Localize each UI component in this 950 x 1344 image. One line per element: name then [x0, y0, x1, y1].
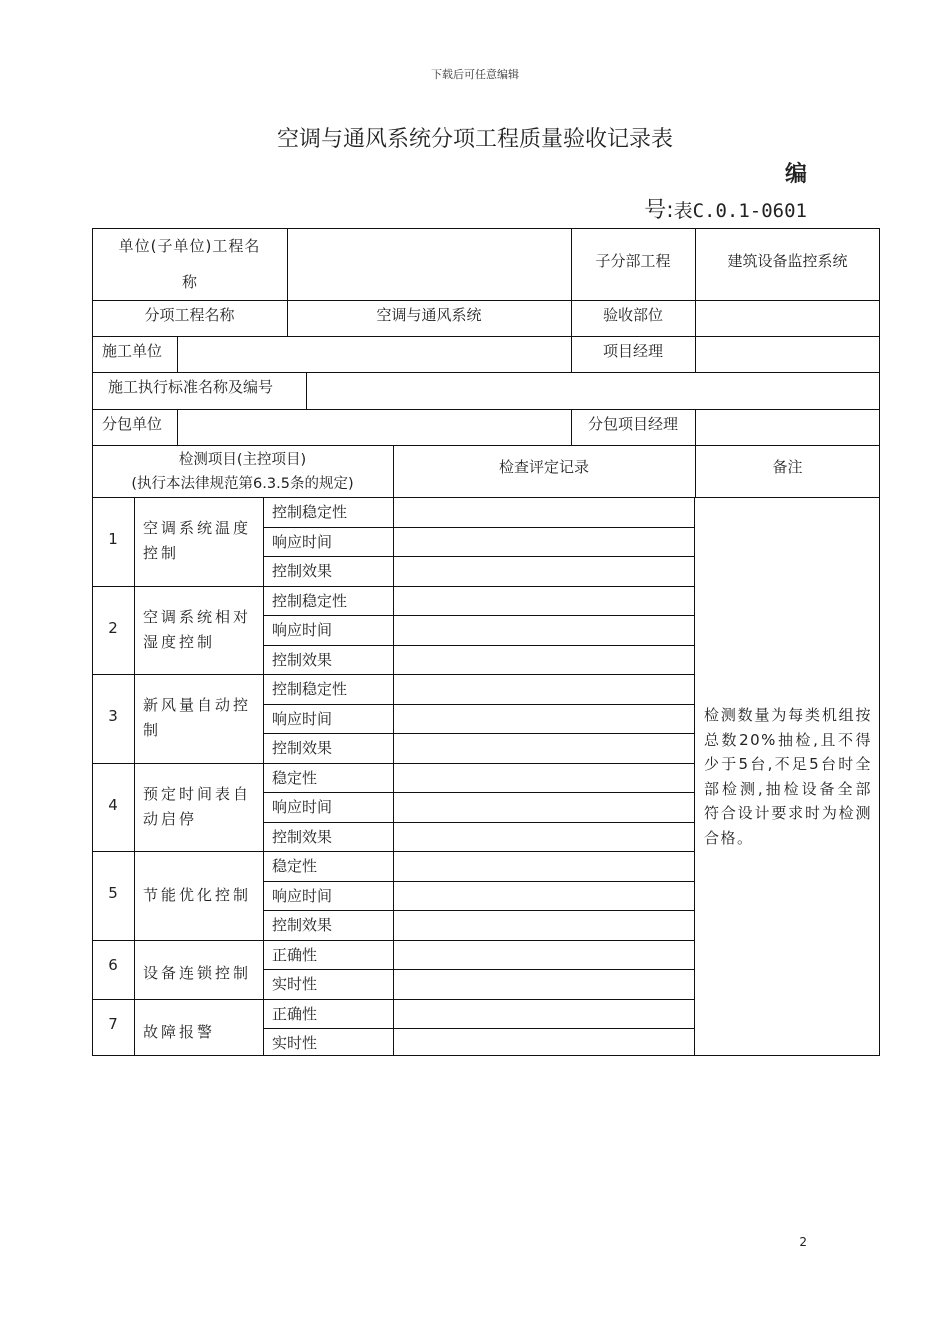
- record-header: 检查评定记录: [498, 457, 589, 476]
- record-cell[interactable]: [394, 970, 694, 999]
- sub-item-label: 正确性: [272, 945, 318, 964]
- sub-item-label: 实时性: [272, 1034, 318, 1053]
- sub-item-label: 控制效果: [272, 739, 333, 758]
- standard-label: 施工执行标准名称及编号: [108, 377, 274, 396]
- record-cell[interactable]: [394, 557, 694, 586]
- record-cell[interactable]: [394, 1029, 694, 1058]
- item-name: 故障报警: [143, 1022, 216, 1041]
- item-name: 预定时间表自动启停: [143, 784, 252, 828]
- record-cell[interactable]: [394, 823, 694, 852]
- record-cell[interactable]: [394, 528, 694, 557]
- item-name: 空调系统温度控制: [143, 519, 252, 563]
- sub-item-label: 实时性: [272, 975, 318, 994]
- item-name: 新风量自动控制: [143, 696, 252, 740]
- sub-item-label: 响应时间: [272, 621, 333, 640]
- item-number: 4: [108, 795, 118, 814]
- sub-item-label: 控制稳定性: [272, 680, 348, 699]
- sub-item-label: 响应时间: [272, 798, 333, 817]
- record-cell[interactable]: [394, 882, 694, 911]
- item-number: 3: [108, 707, 118, 726]
- item-number: 6: [108, 956, 118, 974]
- sub-item-label: 稳定性: [272, 857, 318, 876]
- sub-item-label: 控制稳定性: [272, 503, 348, 522]
- form-code-value: 表C.0.1-0601: [673, 200, 807, 222]
- inspection-item-header: [92, 448, 393, 496]
- header-note: 下载后可任意编辑: [431, 68, 519, 81]
- item-name: 节能优化控制: [143, 885, 252, 904]
- item-name-label: 分项工程名称: [144, 305, 235, 324]
- inspection-item-header-line1: 检测项目(主控项目): [178, 452, 307, 468]
- unit-project-value[interactable]: [287, 228, 571, 300]
- item-number: 5: [108, 884, 118, 903]
- sub-item-label: 控制效果: [272, 916, 333, 935]
- remark-text: 检测数量为每类机组按总数20%抽检,且不得少于5台,不足5台时全部检测,抽检设备全部符合设计要求时为检测合格。: [704, 706, 872, 847]
- subcontractor-value[interactable]: [177, 409, 571, 445]
- unit-project-label-line1: 单位(子单位)工程名: [118, 237, 261, 255]
- sub-item-label: 稳定性: [272, 768, 318, 787]
- sub-division-value[interactable]: 建筑设备监控系统: [727, 251, 848, 270]
- record-cell[interactable]: [394, 764, 694, 793]
- record-cell[interactable]: [394, 1000, 694, 1029]
- record-cell[interactable]: [394, 941, 694, 970]
- record-cell[interactable]: [394, 646, 694, 675]
- standard-value[interactable]: [306, 372, 880, 409]
- sub-item-label: 控制效果: [272, 827, 333, 846]
- record-cell[interactable]: [394, 498, 694, 527]
- contractor-label: 施工单位: [102, 341, 163, 360]
- sub-item-label: 响应时间: [272, 886, 333, 905]
- form-title: 空调与通风系统分项工程质量验收记录表: [276, 127, 673, 152]
- sub-item-label: 控制稳定性: [272, 591, 348, 610]
- pm-value[interactable]: [695, 336, 880, 372]
- item-name: 空调系统相对湿度控制: [143, 607, 252, 651]
- sub-pm-label: 分包项目经理: [587, 414, 678, 433]
- record-cell[interactable]: [394, 852, 694, 881]
- inspection-table: [92, 497, 880, 1056]
- sub-item-label: 控制效果: [272, 562, 333, 581]
- acceptance-part-label: 验收部位: [602, 305, 663, 324]
- record-cell[interactable]: [394, 675, 694, 704]
- sub-item-label: 响应时间: [272, 532, 333, 551]
- contractor-value[interactable]: [177, 336, 571, 372]
- sub-pm-value[interactable]: [695, 409, 880, 445]
- unit-project-label-line2: 称: [181, 273, 197, 291]
- acceptance-part-value[interactable]: [695, 300, 880, 336]
- remark-header: 备注: [772, 457, 803, 476]
- inspection-item-header-line2: (执行本法律规范第6.3.5条的规定): [131, 476, 354, 492]
- item-name-value[interactable]: 空调与通风系统: [376, 305, 482, 324]
- pm-label: 项目经理: [602, 341, 663, 360]
- subcontractor-label: 分包单位: [102, 414, 163, 433]
- record-cell[interactable]: [394, 587, 694, 616]
- sub-item-label: 控制效果: [272, 650, 333, 669]
- item-number: 7: [108, 1015, 118, 1033]
- record-cell[interactable]: [394, 734, 694, 763]
- sub-item-label: 响应时间: [272, 709, 333, 728]
- form-code-prefix: 编: [784, 162, 807, 187]
- form-code: [644, 193, 807, 224]
- record-cell[interactable]: [394, 616, 694, 645]
- item-name: 设备连锁控制: [143, 963, 252, 982]
- page-number: 2: [799, 1235, 807, 1249]
- sub-division-label: 子分部工程: [595, 251, 671, 270]
- item-number: 1: [108, 530, 118, 549]
- header-table: [92, 228, 880, 498]
- record-cell[interactable]: [394, 793, 694, 822]
- unit-project-label: [92, 228, 287, 300]
- item-number: 2: [108, 618, 118, 637]
- form-code-label: 号:: [644, 198, 674, 223]
- record-cell[interactable]: [394, 705, 694, 734]
- record-cell[interactable]: [394, 911, 694, 940]
- sub-item-label: 正确性: [272, 1004, 318, 1023]
